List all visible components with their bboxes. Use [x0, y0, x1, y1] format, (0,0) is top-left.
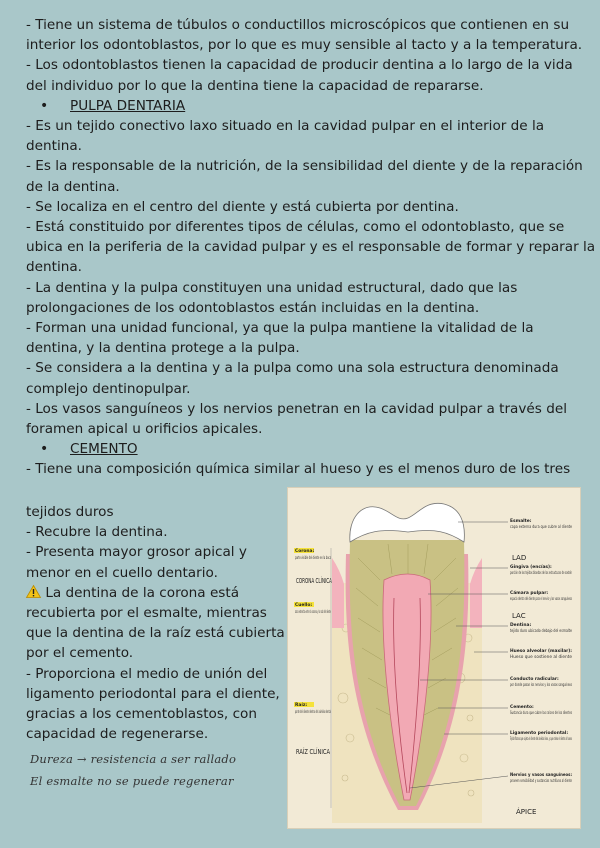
text-line: - Tiene un sistema de túbulos o conductillos microscópicos que contienen en su — [26, 17, 570, 33]
text-line: de la dentina. — [26, 178, 120, 195]
text-line: gracias a los cementoblastos, con — [26, 706, 257, 723]
tooth-diagram — [287, 487, 581, 829]
text-line: - La dentina y la pulpa constituyen una unidad estructural, dado que las — [26, 279, 518, 296]
label-hueso-text: Hueso que sostiene al diente — [510, 654, 573, 659]
right-labels — [509, 518, 581, 783]
text-line: - Es la responsable de la nutrición, de la sensibilidad del diente y de la reparación — [26, 158, 583, 175]
warning-line: La dentina de la corona está — [26, 583, 284, 603]
label-esmalte-text: capa externa dura que cubre al diente — [510, 524, 573, 529]
text-line: tejidos duros — [26, 504, 114, 520]
text-line: - Se considera a la dentina y a la pulpa como una sola estructura denominada — [26, 360, 559, 377]
text-line: por el cemento. — [26, 645, 134, 662]
text-line: del individuo por lo que la dentina tiene la capacidad de repararse. — [26, 77, 484, 94]
label-cemento: Cemento: — [510, 705, 534, 710]
text-line: - Está constituido por diferentes tipos de células, como el odontoblasto, que se — [26, 219, 565, 236]
label-camara-text: espacio dentro del diente para el nervio y los vasos sanguíneos — [510, 596, 572, 601]
label-cuello-title: Cuello: — [295, 603, 313, 608]
label-camara: Cámara pulpar: — [510, 591, 549, 596]
label-esmalte: Esmalte: — [510, 519, 532, 524]
document-page — [26, 15, 596, 480]
label-dentina: Dentina: — [510, 623, 532, 628]
label-dentina-text: tejido duro ubicado debajo del esmalte — [510, 628, 573, 633]
label-ligamento-text: Tejido fibroso que sujeta el diente del alvéolo óseo, y que rodea el diente al hueso — [509, 736, 573, 741]
label-corona-text: parte visible del diente en la boca — [295, 555, 332, 560]
label-lac: LAC — [512, 612, 526, 620]
text-line: - Los odontoblastos tienen la capacidad de producir dentina a lo largo de la vida — [26, 57, 573, 74]
section-heading-cemento: • CEMENTO — [26, 439, 582, 459]
tooth-illustration — [288, 488, 580, 828]
text-line: - Es un tejido conectivo laxo situado en la cavidad pulpar en el interior de la — [26, 118, 545, 135]
text-line: dentina. — [26, 138, 82, 155]
text-line: ubica en la periferia de la cavidad pulpar y es el responsable de formar y reparar la — [26, 239, 596, 256]
text-line: foramen apical u orificios apicales. — [26, 421, 263, 438]
text-line: - Proporciona el medio de unión del — [26, 665, 268, 682]
label-lad: LAD — [512, 554, 527, 562]
text-line: - Los vasos sanguíneos y los nervios penetran en la cavidad pulpar a través del — [26, 400, 567, 417]
text-line: interior los odontoblastos, por lo que es muy sensible al tacto y a la temperatura. — [26, 37, 583, 54]
text-line: menor en el cuello dentario. — [26, 564, 218, 581]
text-line: - Recubre la dentina. — [26, 524, 168, 541]
label-gingiva-text: porción de los tejidos blandos de las estructuras de sostén — [510, 570, 573, 575]
text-line: dentina, y la dentina protege a la pulpa. — [26, 340, 300, 357]
label-nervios: Nervios y vasos sanguíneos: — [510, 773, 581, 778]
enamel — [350, 503, 465, 542]
handwritten-note-2: El esmalte no se puede regenerar — [30, 774, 234, 788]
cemento-column — [26, 502, 284, 744]
label-corona-clinica: CORONA CLÍNICA — [296, 577, 357, 585]
bullet-icon: • — [40, 97, 49, 114]
text-line: - Presenta mayor grosor apical y — [26, 544, 247, 561]
text-line: - Tiene una composición química similar al hueso y es el menos duro de los tres — [26, 461, 571, 478]
text-line: complejo dentinopulpar. — [26, 380, 191, 397]
text-line: prolongaciones de los odontoblastos están incluidas en la dentina. — [26, 299, 480, 316]
text-line: capacidad de regenerarse. — [26, 726, 209, 743]
label-raiz-title: Raíz: — [295, 703, 308, 708]
label-cuello-text: zona estrecha entre la corona y la raíz del diente — [295, 609, 332, 614]
gum-right — [470, 558, 482, 628]
text-line: dentina. — [26, 259, 82, 276]
handwritten-note-1: Dureza → resistencia a ser rallado — [30, 752, 237, 766]
bullet-icon: • — [40, 441, 49, 458]
text-line: recubierta por el esmalte, mientras — [26, 605, 267, 622]
label-conducto-text: por donde pasan los nervios y los vasos sanguíneos — [510, 682, 572, 687]
text-line: ligamento periodontal para el diente, — [26, 685, 280, 702]
label-raiz-clinica: RAÍZ CLÍNICA — [296, 748, 343, 756]
section-heading-pulpa: • PULPA DENTARIA — [26, 96, 582, 116]
text-line: - Forman una unidad funcional, ya que la pulpa mantiene la vitalidad de la — [26, 320, 534, 337]
label-nervios-text: proveen sensibilidad y sustancias nutritivas al diente — [510, 778, 573, 783]
label-cemento-text: Sustancia dura que cubre las raíces de los dientes — [510, 710, 572, 715]
gum-left — [332, 558, 344, 628]
text-line: que la dentina de la raíz está cubierta — [26, 625, 285, 642]
warning-icon — [26, 585, 41, 598]
label-apice: ÁPICE — [516, 808, 537, 816]
label-ligamento: Ligamento periodontal: — [510, 731, 569, 736]
label-gingiva: Gingiva (encías): — [510, 565, 552, 570]
label-conducto: Conducto radicular: — [510, 677, 559, 682]
label-raiz-text: parte del diente dentro del alvéolo dental — [295, 709, 331, 714]
label-hueso: Hueso alveolar (maxilar): — [510, 649, 573, 654]
text-line: - Se localiza en el centro del diente y está cubierta por dentina. — [26, 198, 459, 215]
label-corona-title: Corona: — [295, 549, 315, 554]
